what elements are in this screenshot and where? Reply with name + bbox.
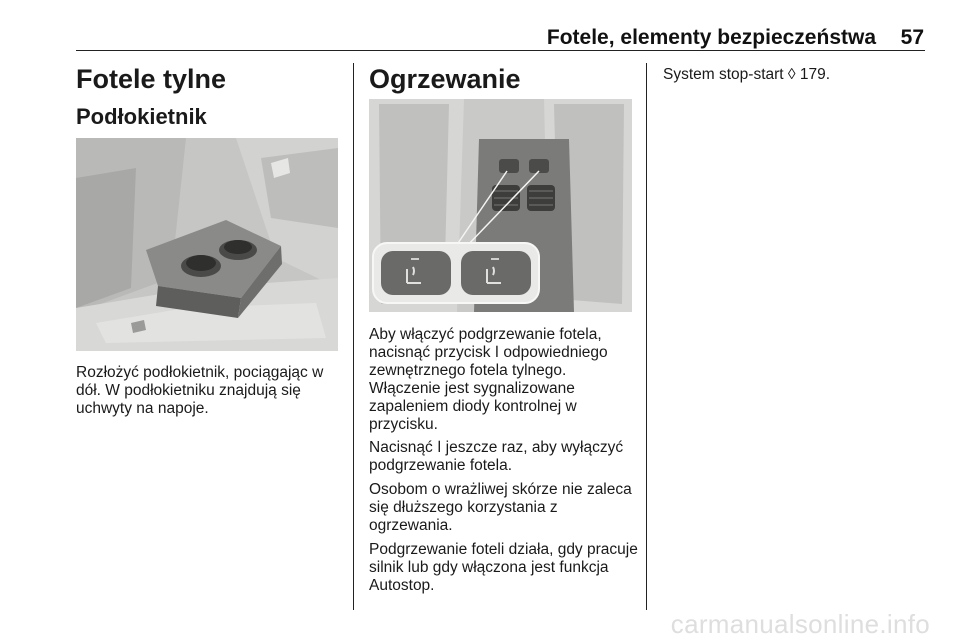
stop-start-crossref[interactable]: System stop-start ◊ 179. (663, 66, 831, 83)
heating-off-paragraph: Nacisnąć ߊ jeszcze raz, aby wyłączyć podgrzewanie fotela. (369, 439, 624, 474)
armrest-photo (76, 138, 338, 351)
section-heading-heating: Ogrzewanie (369, 64, 521, 94)
subheading-armrest: Podłokietnik (76, 104, 207, 129)
page-number: 57 (900, 26, 924, 49)
column-divider-left (353, 63, 354, 610)
heating-buttons-photo (369, 99, 632, 312)
armrest-illustration (76, 138, 338, 351)
sensitive-skin-paragraph: Osobom o wrażliwej skórze nie zaleca się dłuższego korzystania z ogrzewania. (369, 481, 632, 534)
heating-condition-paragraph: Podgrzewanie foteli działa, gdy pracuje silnik lub gdy włączona jest funkcja Autostop. (369, 541, 638, 594)
heating-buttons-illustration (369, 99, 632, 312)
armrest-instructions: Rozłożyć podłokietnik, pociągając w dół. W podłokietniku znajdują się uchwyty na napoje. (76, 364, 324, 417)
header-divider (76, 50, 925, 51)
heating-on-paragraph: Aby włączyć podgrzewanie fotela, nacisnąć przycisk ߊ odpowiedniego zewnętrznego fotela tylnego. Włączenie jest sygnalizowane zapaleniem diody kontrolnej w przycisku. (369, 326, 608, 433)
watermark: carmanualsonline.info (670, 609, 930, 639)
section-heading-rear-seats: Fotele tylne (76, 64, 227, 94)
column-divider-right (646, 63, 647, 610)
running-header-title: Fotele, elementy bezpieczeństwa (546, 26, 876, 49)
